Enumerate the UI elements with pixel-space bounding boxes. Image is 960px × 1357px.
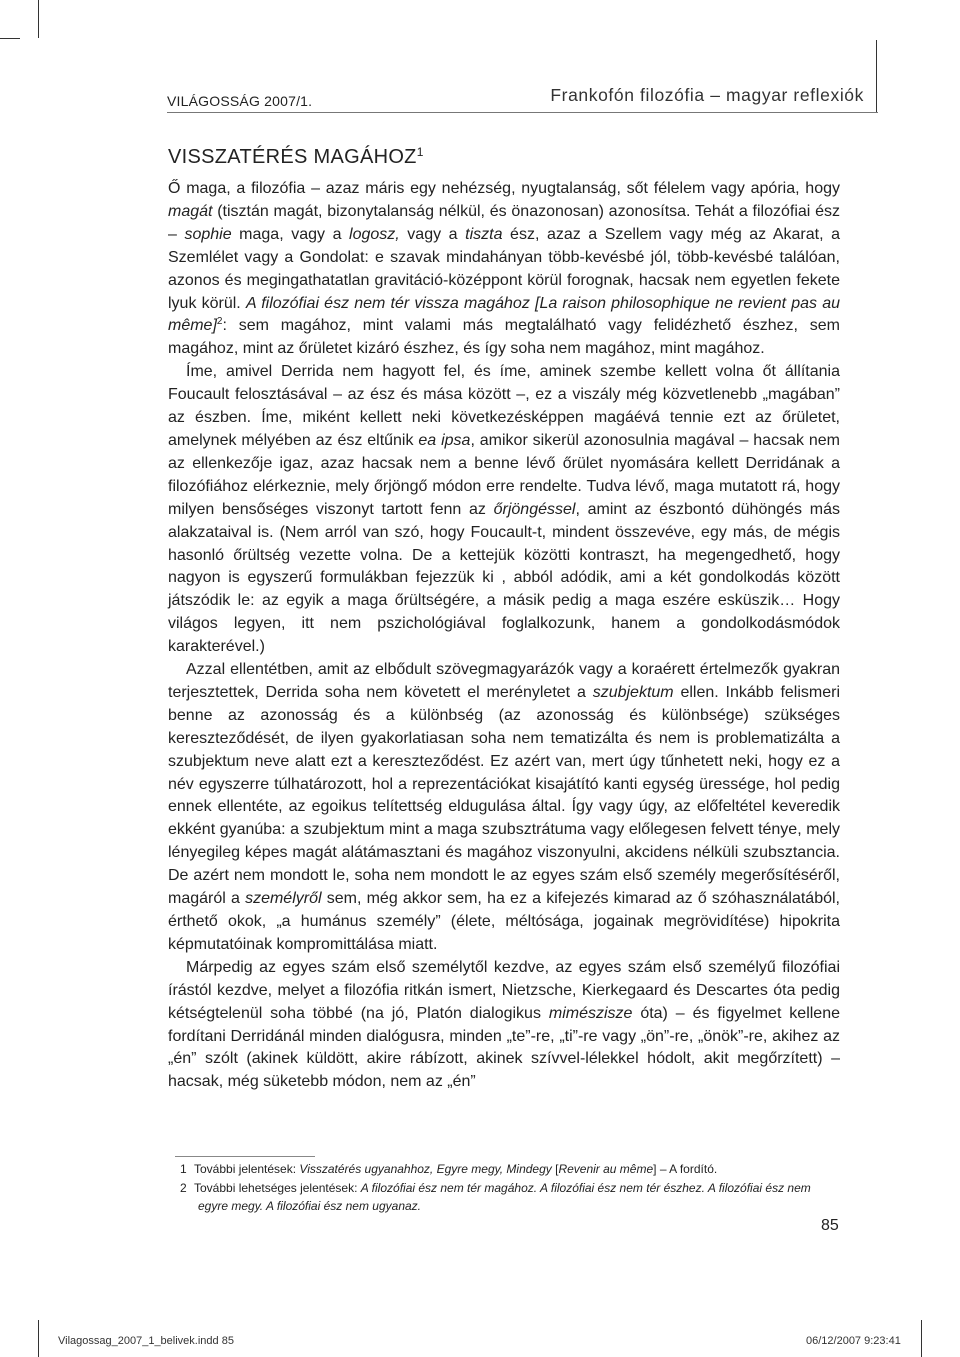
crop-mark-bottom-right bbox=[921, 1320, 922, 1357]
article-title bbox=[168, 145, 424, 169]
text-run: Azzal ellentétben, amit az elbődult szövegmagyarázók vagy a koraérett értelmezők gyakran terjesztettek, Derrida soha nem követett el merényletet a bbox=[168, 661, 840, 701]
crop-mark-top-left bbox=[38, 0, 39, 38]
footnote-rule bbox=[175, 1156, 315, 1157]
text-run: Márpedig az egyes szám első személytől kezdve, az egyes szám első személyű filozófiai írástól kezdve, melyet a filozófia ritkán ismert, Nietzsche, Kierkegaard és Descartes óta pedig kétségtelenül soha többé (na jó, Platón dialogikus bbox=[168, 958, 840, 1022]
text-run: : sem magához, mint valami más megtalálható vagy felidézhető észhez, sem magához, mint az őrületet kizáró észhez, és így soha nem magához, mint magához. bbox=[168, 317, 840, 358]
italic-run: Visszatérés ugyanahhoz, Egyre megy, Mindegy bbox=[299, 1162, 552, 1176]
text-run: vagy a bbox=[399, 225, 466, 243]
text-run: ellen. Inkább felismeri benne az azonosság és a különbség (az azonosság és különbsége) szükséges kereszteződését, de ilyen gyakorlatiasan soha nem tematizálta és nem is problematizálta a szubjektum neve alatt ezt a kereszteződést. Ez azért van, mert úgy tűnhetett neki, hogy ez a név egyszerre túlhatározott, hol a reprezentációkat kisajátító kanti egység üressége, hol pedig ennek ellentéte, az egoikus telítettség eldugulása által. Így vagy úgy, az előfeltétel keveredik ekként gyanúba: a szubjektum mint a maga szubsztrátuma vagy előlegesen felvett ténye, mely lényegileg képes magát alátámasztani és magához viszonyulni, akcidens nélküli szubsztancia. De azért nem mondott le, soha nem mondott le az egyes szám első személy megerősítéséről, magáról a bbox=[168, 683, 841, 908]
footnotes bbox=[180, 1160, 844, 1216]
crop-mark-bottom-left bbox=[38, 1320, 39, 1357]
crop-mark-top-left-h bbox=[0, 38, 20, 39]
italic-run: sophie bbox=[184, 225, 232, 243]
header-rule bbox=[167, 112, 878, 113]
body-paragraph bbox=[168, 178, 840, 361]
text-run: , amint az észbontó dühöngés más alakzataival is. (Nem arról van szó, hogy Foucault-t, mindent összevéve, egy más, de mégis hasonló őrültség vezette volna. De a kettejük közötti kontraszt, ha megengedhető, hogy nagyon is egyszerű formulákban fejezzük ki , abból adódik, ami a két gondolkodás között játszódik le: az egyik a maga őrültségére, a másik pedig a maga eszére esküszik… Hogy világos legyen, itt nem pszichológiával foglalkozunk, hanem a gondolkodásmódok karakterével.) bbox=[168, 500, 841, 656]
footnote-number: 2 bbox=[180, 1180, 187, 1195]
italic-run: mimészisze bbox=[548, 1004, 633, 1022]
body-paragraph bbox=[168, 659, 840, 957]
article-title-text: VISSZATÉRÉS MAGÁHOZ bbox=[168, 146, 417, 168]
text-run: sem, még akkor sem, ha ez a kifejezés kimarad az ő szóhasználatából, érthető okok, „a humánus személy” (élete, méltósága, jogainak megrövidítése) hipokrita képmutatóinak kompromittálása miatt. bbox=[168, 890, 840, 953]
italic-run: tiszta bbox=[465, 225, 503, 243]
italic-run: őrjöngéssel bbox=[493, 500, 576, 518]
italic-run: szubjektum bbox=[592, 683, 674, 701]
text-run: ész, azaz a Szellem vagy még az Akarat, a Szemlélet vagy a Gondolat: e szavak mindahányan több-kevésbé jól, több-kevésbé találóan, azonos és megingathatatlan gravitáció-középpont körül forognak, hacsak nem egyetlen fekete lyuk körül. bbox=[168, 225, 841, 312]
italic-run: magát bbox=[168, 202, 213, 220]
text-run: , amikor sikerül azonosulnia magával – hacsak nem az ellenkezője igaz, azaz hacsak nem a benne lévő őrület nyomására kellett Derridának a filozófiához elérkeznie, mely őrjöngő módon erre rendelte. Tudva lévő, maga mutatott rá, hogy milyen bensőséges viszonyt tartott fenn az bbox=[168, 431, 840, 518]
body-paragraph bbox=[168, 957, 840, 1094]
text-run: ] – A fordító. bbox=[653, 1162, 718, 1176]
footnote bbox=[180, 1160, 844, 1179]
italic-run: A filozófiai ész nem tér vissza magához [La raison philosophique ne revient pas au même] bbox=[168, 294, 841, 335]
text-run: (tisztán magát, bizonytalanság nélkül, és önazonosan) azonosítsa. Tehát a filozófiai ész – bbox=[168, 202, 840, 243]
italic-run: Revenir au même bbox=[558, 1162, 654, 1176]
italic-run: ea ipsa bbox=[418, 431, 471, 449]
body-paragraph bbox=[168, 361, 840, 659]
text-run: Ő maga, a filozófia – azaz máris egy nehézség, nyugtalanság, sőt félelem vagy apória, hogy bbox=[168, 180, 840, 197]
body-text bbox=[168, 178, 840, 1094]
footnote-number: 1 bbox=[180, 1162, 187, 1176]
text-run: óta) – és figyelmet kellene fordítani Derridánál minden dialógusra, minden „te”-re, „ti”-re vagy „ön”-re, „önök”-re, akihez az „én” szólt (akinek küldött, akire rábízott, akinek szívvel-lélekkel hódolt, akit megőrzített) – hacsak, még süketebb módon, nem az „én” bbox=[168, 1004, 841, 1091]
footnote-ref: 2 bbox=[216, 316, 223, 328]
text-run: maga, vagy a bbox=[231, 225, 350, 243]
page-number: 85 bbox=[821, 1217, 839, 1234]
italic-run: logosz, bbox=[349, 225, 400, 243]
italic-run: személyről bbox=[245, 890, 322, 908]
text-run: Íme, amivel Derrida nem hagyott fel, és íme, aminek szembe kellett volna őt állítania Foucault felosztásával – az ész és mása között –, ez a viszály még közvetlenebb „magában” az észben. Íme, miként kellett neki következésképpen magáévá tennie ezt az őrületet, amelynek mélyében az ész eltűnik bbox=[168, 363, 840, 449]
italic-run: A filozófiai ész nem tér magához. A filozófiai ész nem tér észhez. A filozófiai ész nem egyre megy. A filozófiai ész nem ugyanaz. bbox=[198, 1180, 811, 1213]
running-header-right: Frankofón filozófia – magyar reflexiók bbox=[550, 85, 864, 105]
slug-file: Vilagossag_2007_1_belivek.indd 85 bbox=[58, 1335, 234, 1347]
title-footnote-ref: 1 bbox=[416, 145, 424, 159]
running-header-left: VILÁGOSSÁG 2007/1. bbox=[167, 93, 313, 109]
text-run: További jelentések: bbox=[194, 1162, 300, 1176]
text-run: További lehetséges jelentések: bbox=[194, 1180, 361, 1195]
crop-mark-top-right bbox=[876, 40, 877, 112]
footnote bbox=[180, 1179, 844, 1216]
text-run: [ bbox=[551, 1162, 559, 1176]
slug-timestamp: 06/12/2007 9:23:41 bbox=[806, 1335, 901, 1347]
